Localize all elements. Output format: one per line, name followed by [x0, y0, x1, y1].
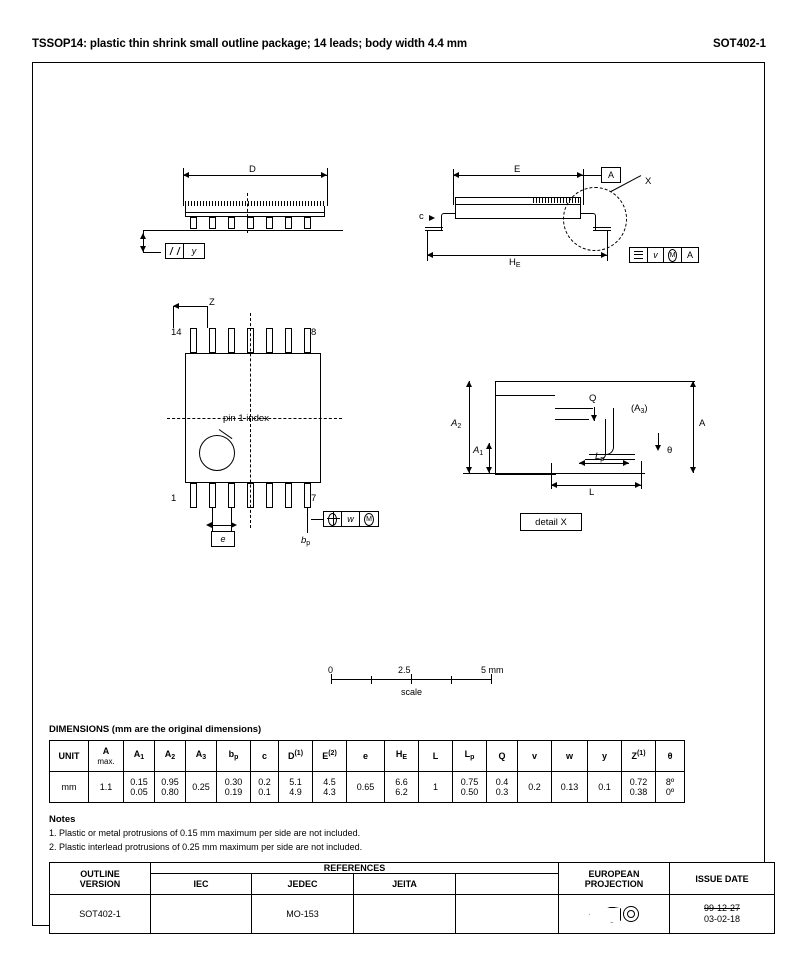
- dimensions-title: DIMENSIONS (mm are the original dimensions): [49, 724, 262, 735]
- cell-iec: [151, 895, 252, 934]
- cell-A1: 0.15 0.05: [124, 772, 155, 803]
- cell-L: 1: [419, 772, 453, 803]
- scale-tick-2_5: 2.5: [398, 665, 411, 675]
- cell-jedec: MO-153: [252, 895, 354, 934]
- header-outline-version: OUTLINE VERSION: [50, 863, 151, 895]
- cell-HE: 6.6 6.2: [385, 772, 419, 803]
- cell-blank: [456, 895, 559, 934]
- header-jeita: JEITA: [354, 874, 456, 895]
- col-unit: UNIT: [50, 741, 89, 772]
- dim-label-E: E: [514, 164, 521, 175]
- cell-e: 0.65: [347, 772, 385, 803]
- dim-label-A2: $A_2$: [451, 418, 462, 430]
- dim-label-Q: Q: [589, 393, 597, 404]
- datum-A-ref: A: [686, 250, 693, 260]
- dim-label-c: c: [419, 211, 424, 222]
- issue-date-new: 03-02-18: [703, 914, 741, 924]
- cell-jeita: [354, 895, 456, 934]
- issue-date-old: 99-12-27: [703, 903, 741, 914]
- cell-unit: mm: [50, 772, 89, 803]
- dim-label-HE: $H_E$: [509, 257, 521, 269]
- scale-tick-0: 0: [328, 665, 334, 675]
- header-jedec: JEDEC: [252, 874, 354, 895]
- detail-callout-X: X: [645, 176, 652, 187]
- cell-Q: 0.4 0.3: [487, 772, 518, 803]
- lead-position-frame: [323, 511, 379, 527]
- cell-bp: 0.30 0.19: [217, 772, 251, 803]
- col-bp: $b_p$: [217, 741, 251, 772]
- cell-D: 5.1 4.9: [279, 772, 313, 803]
- col-e: e: [347, 741, 385, 772]
- references-data-row: [50, 895, 775, 934]
- col-A-max: A max.: [89, 741, 124, 772]
- cell-E: 4.5 4.3: [313, 772, 347, 803]
- cell-A2: 0.95 0.80: [155, 772, 186, 803]
- col-y: y: [588, 741, 622, 772]
- flatness-control-frame: [165, 243, 205, 259]
- note-item-1: 1. Plastic or metal protrusions of 0.15 mm maximum per side are not included.: [49, 828, 361, 838]
- pitch-e-label: e: [220, 534, 226, 544]
- position-tolerance-frame: [629, 247, 699, 263]
- dimensions-table: [49, 740, 685, 803]
- col-E: $E^{(2)}$: [313, 741, 347, 772]
- projection-cone-icon: [589, 907, 619, 921]
- cell-issue-date: [670, 895, 775, 934]
- dim-label-L: L: [589, 487, 595, 498]
- cell-Z: 0.72 0.38: [622, 772, 656, 803]
- col-A1: $A_1$: [124, 741, 155, 772]
- cell-c: 0.2 0.1: [251, 772, 279, 803]
- pin-number-8: 8: [311, 327, 317, 338]
- col-HE: $H_E$: [385, 741, 419, 772]
- col-L: L: [419, 741, 453, 772]
- table-header-row: [50, 741, 685, 772]
- header-iec: IEC: [151, 874, 252, 895]
- header-references: REFERENCES: [151, 863, 559, 874]
- scale-tick-5mm: 5 mm: [481, 665, 504, 675]
- header-european-projection: EUROPEAN PROJECTION: [559, 863, 670, 895]
- dim-label-Lp: $L_p$: [595, 451, 605, 463]
- notes-title: Notes: [49, 814, 76, 825]
- col-v: v: [518, 741, 552, 772]
- detail-x-label: detail X: [520, 513, 582, 531]
- page-title: TSSOP14: plastic thin shrink small outline package; 14 leads; body width 4.4 mm: [32, 38, 467, 50]
- cell-outline-version: SOT402-1: [50, 895, 151, 934]
- page-header: [32, 38, 766, 58]
- datum-A-label: A: [607, 170, 614, 180]
- cell-theta: 8º 0º: [656, 772, 685, 803]
- dim-label-A: A: [699, 418, 706, 429]
- cell-A3: 0.25: [186, 772, 217, 803]
- dim-label-Z: Z: [209, 297, 215, 308]
- tolerance-y-label: y: [191, 246, 197, 256]
- pin1-index-label: pin 1 index: [223, 413, 269, 424]
- dim-label-D: D: [249, 164, 256, 175]
- note-item-2: 2. Plastic interlead protrusions of 0.25 mm maximum per side are not included.: [49, 842, 363, 852]
- pin-number-7: 7: [311, 493, 317, 504]
- scale-caption: scale: [401, 687, 423, 697]
- dim-label-bp: $b_p$: [301, 535, 311, 547]
- cell-Lp: 0.75 0.50: [453, 772, 487, 803]
- col-theta: θ: [656, 741, 685, 772]
- package-code: SOT402-1: [712, 38, 766, 50]
- tolerance-v-label: v: [653, 250, 658, 260]
- pin-number-14: 14: [171, 327, 182, 338]
- modifier-M: M: [668, 249, 677, 262]
- table-row: [50, 772, 685, 803]
- col-Z: $Z^{(1)}$: [622, 741, 656, 772]
- header-issue-date: ISSUE DATE: [670, 863, 775, 895]
- cell-y: 0.1: [588, 772, 622, 803]
- col-Q: Q: [487, 741, 518, 772]
- pin-number-1: 1: [171, 493, 177, 504]
- cell-european-projection-symbol: [559, 895, 670, 934]
- datum-A-frame: [601, 167, 621, 183]
- dim-label-theta: θ: [667, 445, 673, 456]
- dim-label-A3: $(A_3)$: [631, 403, 648, 415]
- cell-v: 0.2: [518, 772, 552, 803]
- col-Lp: $L_p$: [453, 741, 487, 772]
- col-A2: $A_2$: [155, 741, 186, 772]
- tolerance-w-label: w: [347, 514, 354, 524]
- cell-A-max: 1.1: [89, 772, 124, 803]
- col-D: $D^{(1)}$: [279, 741, 313, 772]
- modifier-M-2: M: [364, 513, 374, 526]
- references-table: [49, 862, 775, 934]
- col-A3: $A_3$: [186, 741, 217, 772]
- references-header-row: [50, 863, 775, 874]
- col-w: w: [552, 741, 588, 772]
- col-c: c: [251, 741, 279, 772]
- dim-label-A1: $A_1$: [473, 445, 484, 457]
- pitch-e-frame: [211, 531, 235, 547]
- header-blank: [456, 874, 559, 895]
- projection-circle-icon: [623, 906, 639, 922]
- cell-w: 0.13: [552, 772, 588, 803]
